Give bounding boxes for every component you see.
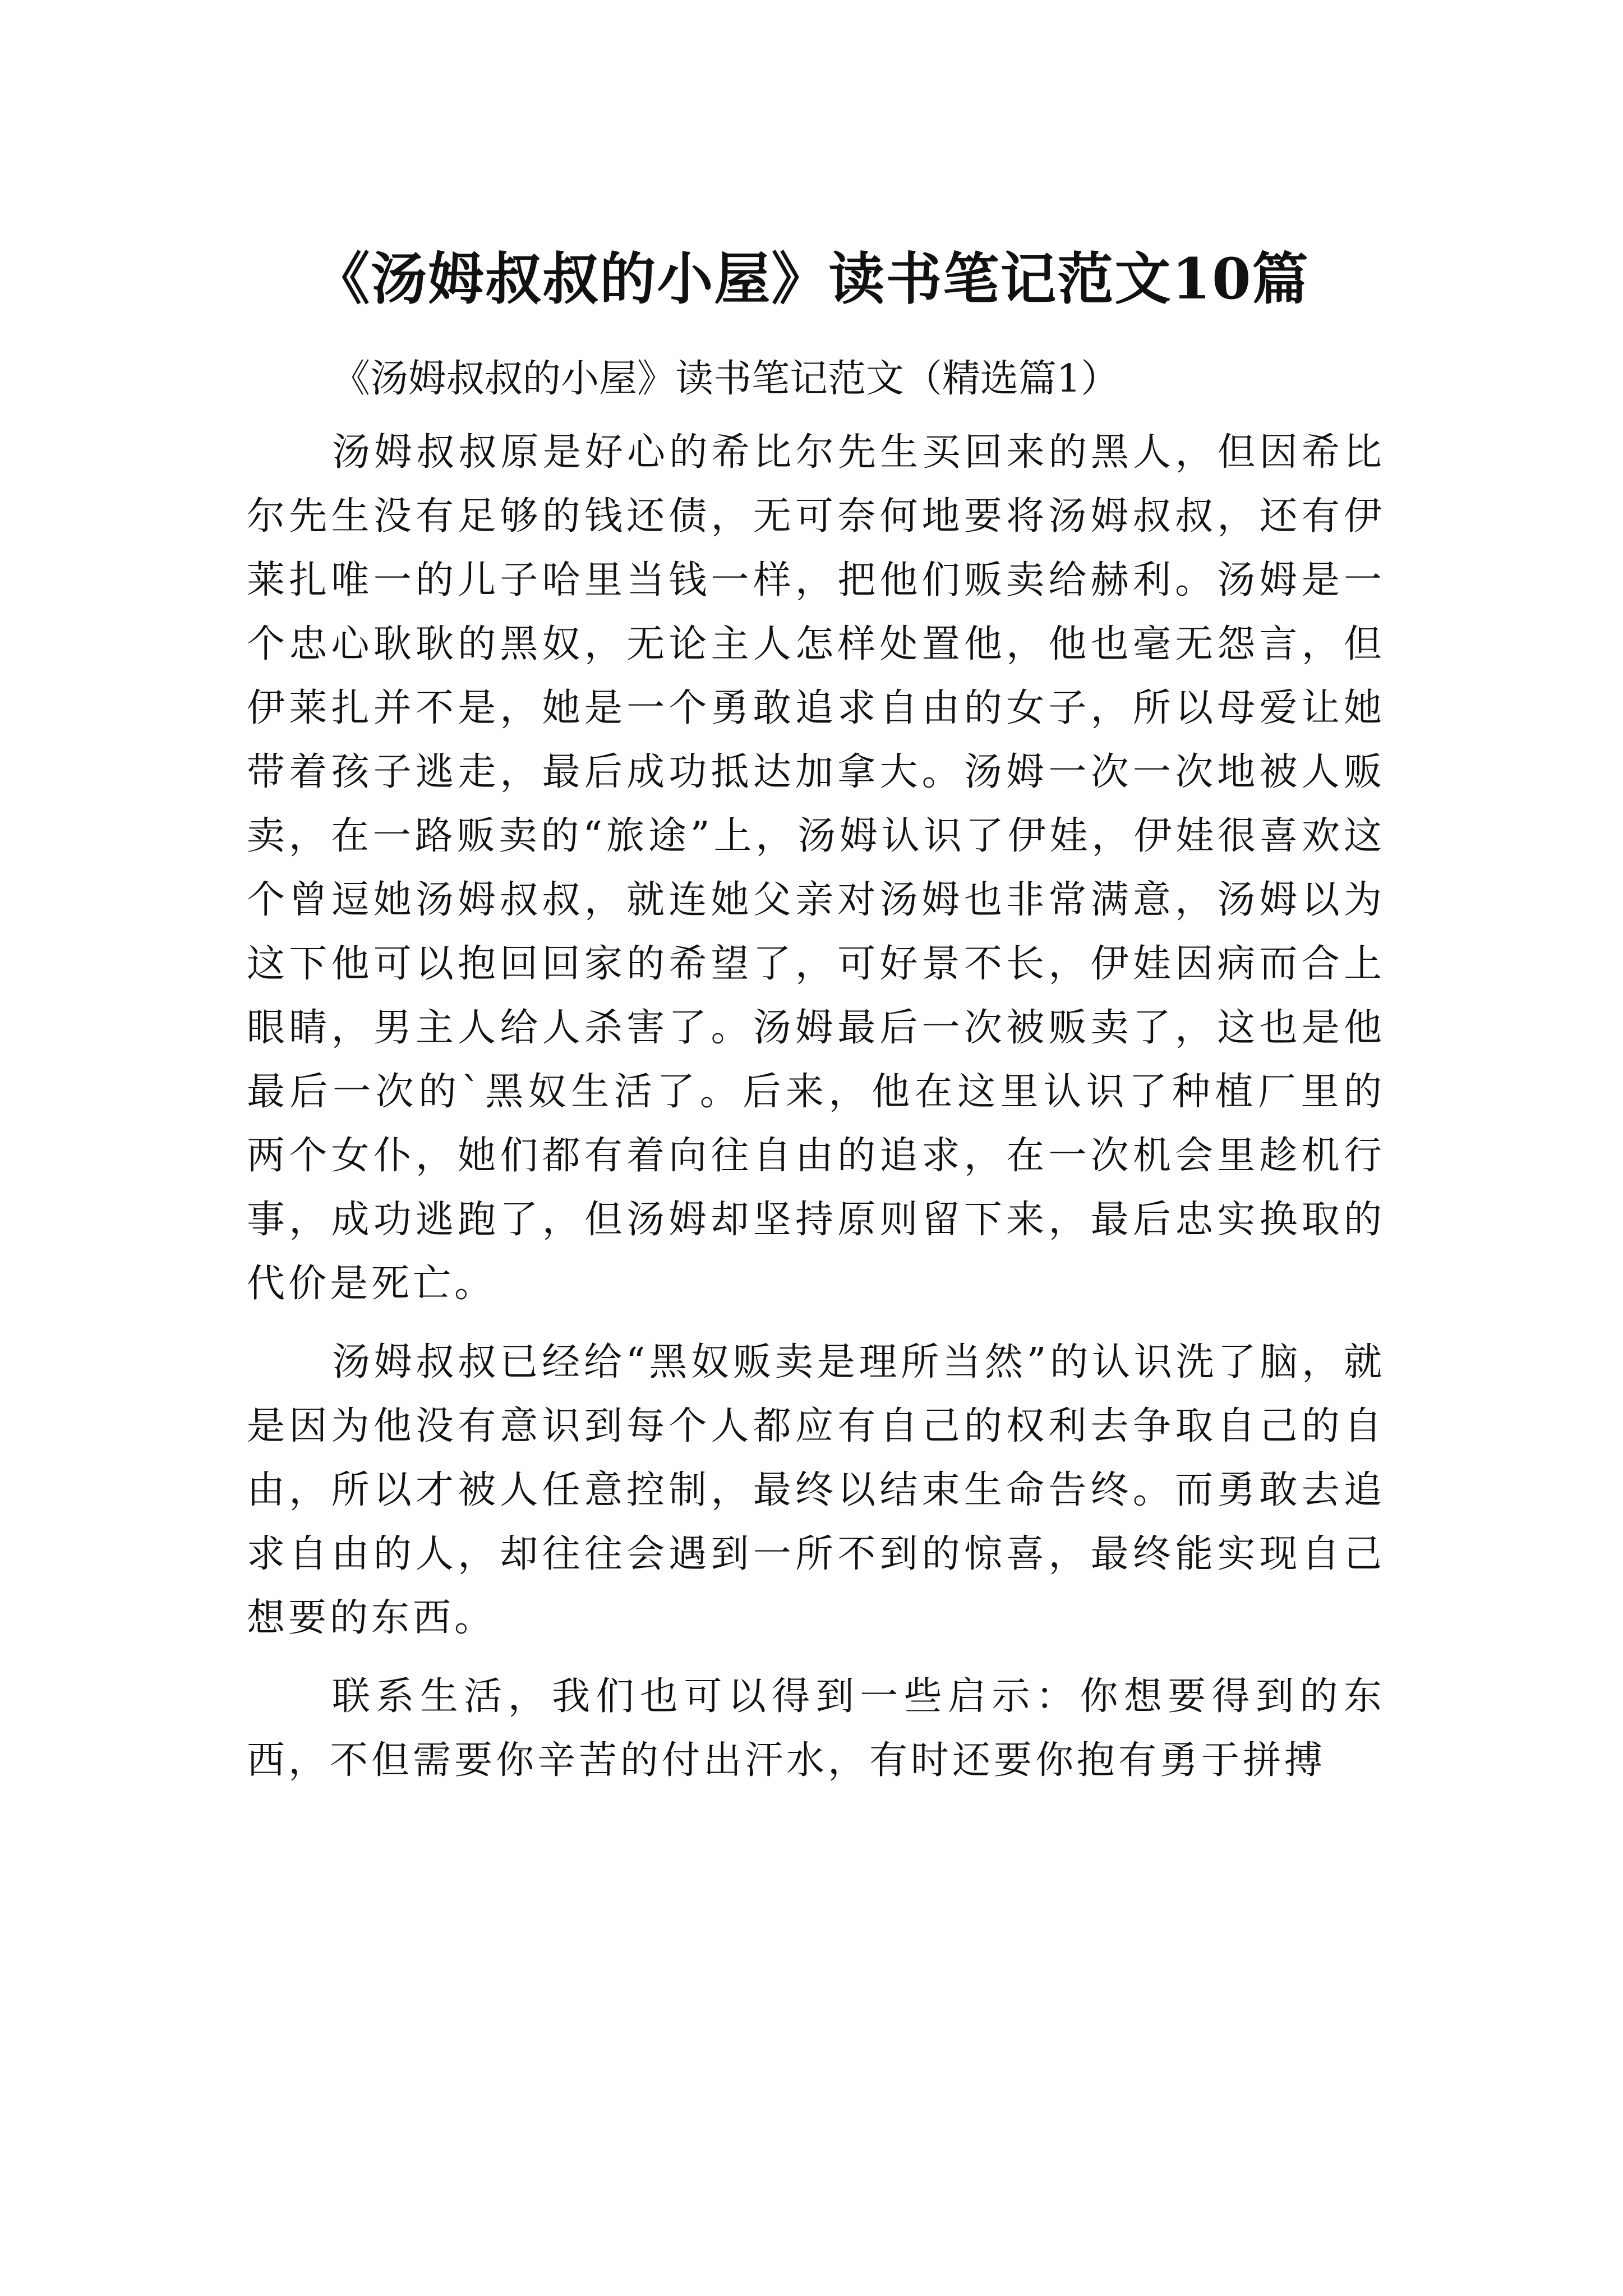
body-paragraph-1: 汤姆叔叔原是好心的希比尔先生买回来的黑人，但因希比尔先生没有足够的钱还债，无可奈何地要将汤姆叔叔，还有伊莱扎唯一的儿子哈里当钱一样，把他们贩卖给赫利。汤姆是一个忠心耿耿的黑奴，无论主人怎样处置他，他也毫无怨言，但伊莱扎并不是，她是一个勇敢追求自由的女子，所以母爱让她带着孩子逃走，最后成功抵达加拿大。汤姆一次一次地被人贩卖，在一路贩卖的“旅途”上，汤姆认识了伊娃，伊娃很喜欢这个曾逗她汤姆叔叔，就连她父亲对汤姆也非常满意，汤姆以为这下他可以抱回回家的希望了，可好景不长，伊娃因病而合上眼睛，男主人给人杀害了。汤姆最后一次被贩卖了，这也是他最后一次的`黑奴生活了。后来，他在这里认识了种植厂里的两个女仆，她们都有着向往自由的追求，在一次机会里趁机行事，成功逃跑了，但汤姆却坚持原则留下来，最后忠实换取的代价是死亡。 (247, 430, 1385, 1306)
document-title: 《汤姆叔叔的小屋》读书笔记范文10篇 (313, 246, 1310, 312)
section-heading: 《汤姆叔叔的小屋》读书笔记范文（精选篇1） (332, 357, 1119, 401)
document-body (247, 348, 1385, 1793)
body-paragraph-3: 联系生活，我们也可以得到一些启示：你想要得到的东西，不但需要你辛苦的付出汗水，有时还要你抱有勇于拼搏 (247, 1674, 1385, 1783)
body-paragraph-2: 汤姆叔叔已经给“黑奴贩卖是理所当然”的认识洗了脑，就是因为他没有意识到每个人都应有自己的权利去争取自己的自由，所以才被人任意控制，最终以结束生命告终。而勇敢去追求自由的人，却往往会遇到一所不到的惊喜，最终能实现自己想要的东西。 (247, 1340, 1385, 1640)
